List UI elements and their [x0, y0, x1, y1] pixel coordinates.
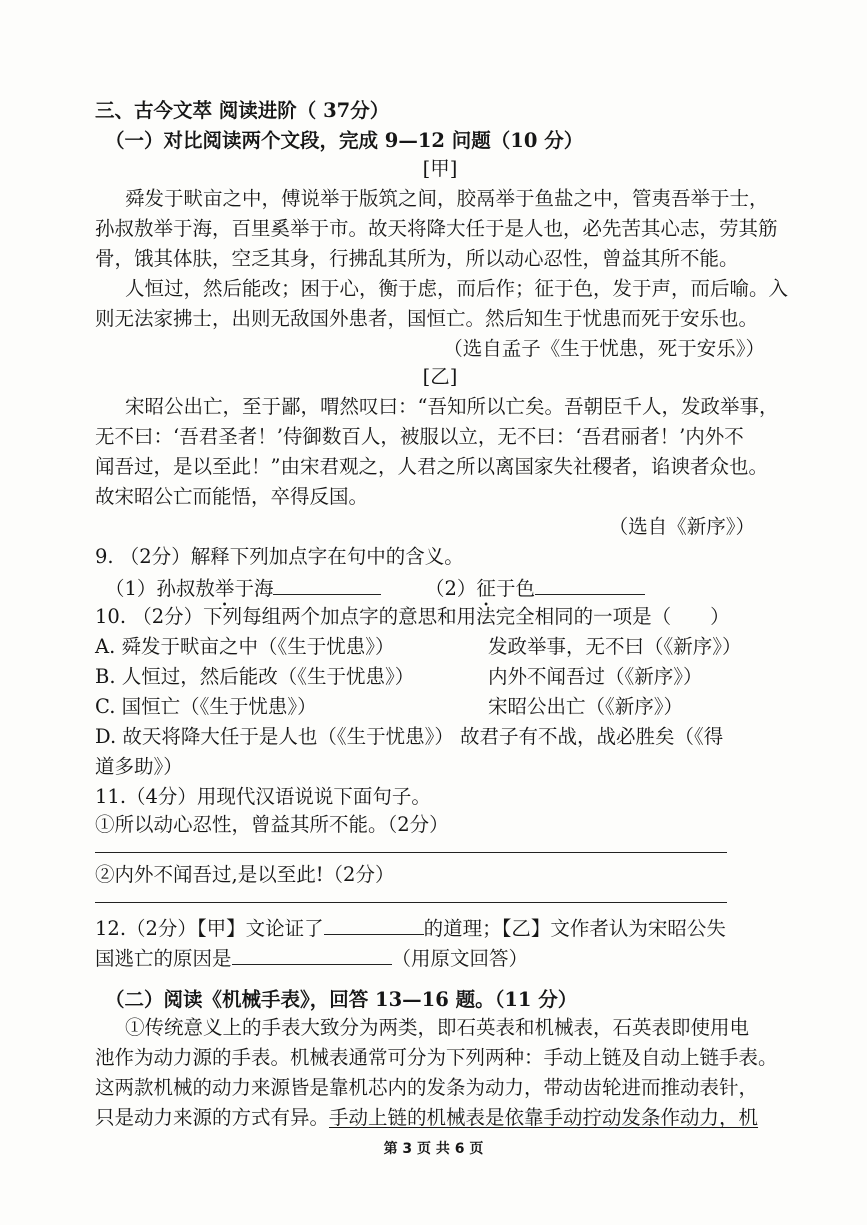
q12-blank-1[interactable]: [324, 912, 424, 935]
q9-2-text: （2）: [425, 577, 477, 600]
q10-option-a-right: 发政举事，无不曰（《新序》）: [488, 635, 742, 658]
q9-2-dotted-char: 征: [476, 577, 496, 600]
part2-line-1: ①传统意义上的手表大致分为两类，即石英表和机械表，石英表即使用电: [125, 1016, 750, 1039]
yi-line-3: 闻吾过，是以至此！”由宋君观之，人君之所以离国家失社稷者，谄谀者众也。: [95, 455, 768, 478]
q9-1-answer-blank[interactable]: [273, 572, 381, 595]
q11-sentence-2: ②内外不闻吾过,是以至此!（2分）: [95, 863, 395, 886]
q12-blank-2[interactable]: [232, 942, 392, 965]
section-title: 三、古今文萃 阅读进阶（ 37分）: [95, 99, 390, 122]
q12-line-2: [95, 942, 780, 974]
q12-text-2: 的道理；【乙】文作者认为宋昭公失: [423, 917, 726, 940]
part2-line-3: 这两款机械的动力来源皆是靠机芯内的发条为动力，带动齿轮进而推动表针，: [95, 1076, 759, 1099]
q12-text-4: （用原文回答）: [391, 947, 529, 970]
q12-text-3: 国逃亡的原因是: [95, 947, 232, 970]
part2-line-4-text: 只是动力来源的方式有异。: [95, 1106, 330, 1129]
q10-option-b-left: B. 人恒过，然后能改（《生于忧患》）: [95, 665, 415, 688]
page-footer: 第 3 页 共 6 页: [383, 1141, 484, 1157]
q11-sentence-1: ①所以动心忍性，曾益其所不能。（2分）: [95, 813, 449, 836]
q9-1-text-post: 于海: [234, 577, 274, 600]
part2-line-2: 池作为动力源的手表。机械表通常可分为下列两种：手动上链及自动上链手表。: [95, 1046, 778, 1069]
yi-label: [乙]: [422, 365, 458, 388]
q9-1-text: （1）孙叔敖: [105, 577, 215, 600]
q10-stem: 10. （2分）下列每组两个加点字的意思和用法完全相同的一项是（ ）: [95, 605, 730, 628]
q9-1-dotted-char: 举: [214, 577, 235, 600]
q10-option-c-left: C. 国恒亡（《生于忧患》）: [95, 695, 317, 718]
jia-line-2: 孙叔敖举于海，百里奚举于市。故天将降大任于是人也，必先苦其心志，劳其筋: [95, 217, 778, 240]
yi-line-1: 宋昭公出亡，至于鄙，喟然叹曰：“吾知所以亡矣。吾朝臣千人，发政举事，: [125, 395, 779, 418]
q12-line-1: [95, 912, 780, 944]
yi-line-4: 故宋昭公亡而能悟，卒得反国。: [95, 485, 369, 508]
q11-stem: 11.（4分）用现代汉语说说下面句子。: [95, 785, 431, 808]
part2-line-4: [95, 1103, 780, 1133]
q9-2-text-post: 于色: [495, 577, 535, 600]
yi-source: （选自《新序》）: [608, 515, 755, 538]
q9-stem: 9. （2分）解释下列加点字在句中的含义。: [95, 545, 464, 568]
jia-line-3: 骨，饿其体肤，空乏其身，行拂乱其所为，所以动心忍性，曾益其所不能。: [95, 247, 739, 270]
q10-option-d: D. 故天将降大任于是人也（《生于忧患》） 故君子有不战，战必胜矣（《得: [95, 725, 724, 748]
q11-answer-line-2[interactable]: [95, 902, 727, 903]
part1-title: （一）对比阅读两个文段，完成 9—12 问题（10 分）: [105, 129, 584, 152]
jia-source: （选自孟子《生于忧患，死于安乐》）: [443, 337, 765, 360]
part2-line-4-underlined: 手动上链的机械表是依靠手动拧动发条作动力，机: [329, 1106, 759, 1129]
q9-2-answer-blank[interactable]: [535, 572, 645, 595]
jia-line-4: 人恒过，然后能改；困于心，衡于虑，而后作；征于色，发于声，而后喻。入: [125, 277, 789, 300]
q10-option-b-right: 内外不闻吾过（《新序》）: [488, 665, 703, 688]
q10-option-a-left: A. 舜发于畎亩之中（《生于忧患》）: [95, 635, 395, 658]
jia-label: [甲]: [422, 157, 458, 180]
jia-line-1: 舜发于畎亩之中，傅说举于版筑之间，胶鬲举于鱼盐之中，管夷吾举于士，: [125, 187, 769, 210]
part2-title: （二）阅读《机械手表》，回答 13—16 题。（11 分）: [105, 988, 578, 1011]
yi-line-2: 无不曰：‘吾君圣者！’侍御数百人，被服以立，无不曰：‘吾君丽者！’内外不: [95, 425, 744, 448]
q11-answer-line-1[interactable]: [95, 852, 727, 853]
q10-option-c-right: 宋昭公出亡（《新序》）: [488, 695, 684, 718]
q12-text-1: 12.（2分）【甲】文论证了: [95, 917, 324, 940]
q10-option-d-cont: 道多助》）: [95, 755, 183, 778]
jia-line-5: 则无法家拂士，出则无敌国外患者，国恒亡。然后知生于忧患而死于安乐也。: [95, 307, 759, 330]
